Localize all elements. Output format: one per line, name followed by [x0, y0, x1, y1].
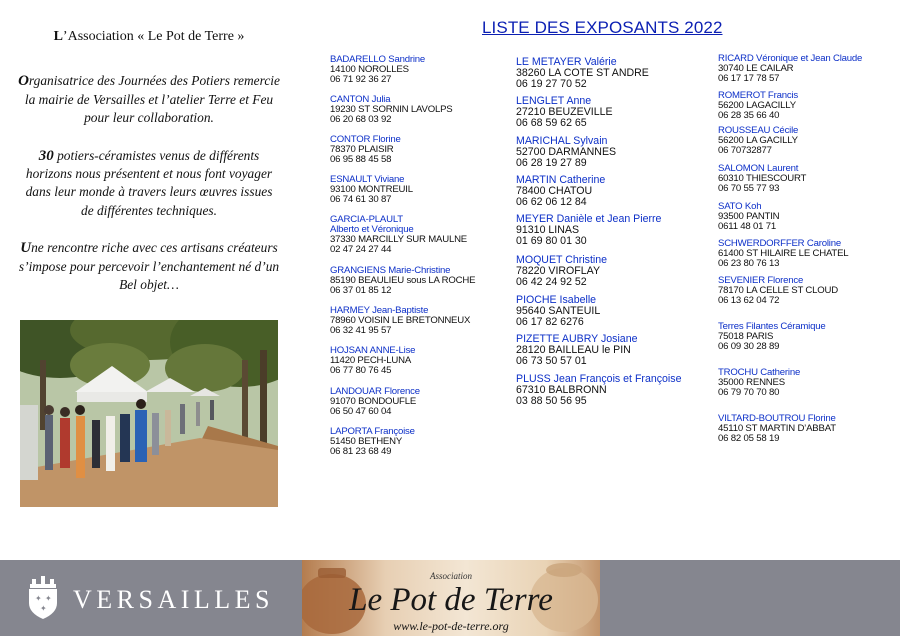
exhibitor-phone: 06 50 47 60 04 [330, 406, 392, 417]
exhibitor-phone: 06 37 01 85 12 [330, 285, 392, 296]
le-pot-de-terre-banner [302, 560, 600, 636]
exhibitor-phone: 06 77 80 76 45 [330, 365, 392, 376]
exhibitor-name: TROCHU Catherine [718, 367, 801, 378]
exhibitor-phone: 06 73 50 57 01 [516, 355, 587, 367]
exhibitor-entry [516, 214, 661, 247]
exhibitor-phone: 06 68 59 62 65 [516, 117, 587, 129]
exhibitor-entry [516, 175, 605, 208]
exhibitor-entry [330, 346, 415, 376]
exhibitor-name: GRANGIENS Marie-Christine [330, 265, 451, 276]
exhibitor-city: 51450 BETHENY [330, 436, 403, 447]
exhibitor-phone: 06 17 17 78 57 [718, 72, 780, 84]
exhibitor-city: 85190 BEAULIEU sous LA ROCHE [330, 275, 476, 286]
exhibitor-name: SEVENIER Florence [718, 275, 804, 286]
exhibitor-city: 14100 NOROLLES [330, 64, 409, 75]
intro-paragraph-2 [18, 147, 280, 221]
exhibitor-entry [516, 57, 649, 90]
exhibitor-name: LAPORTA Françoise [330, 426, 415, 437]
exhibitor-name: ROUSSEAU Cécile [718, 125, 799, 136]
exhibitor-name: LENGLET Anne [516, 95, 592, 107]
exhibitor-phone: 06 23 80 76 13 [718, 257, 780, 269]
exhibitor-name: PLUSS Jean François et Françoise [516, 373, 682, 385]
exhibitor-city: 11420 PECH-LUNA [330, 355, 412, 366]
exhibitor-city: 45110 ST MARTIN D’ABBAT [718, 422, 836, 434]
exhibitor-phone: 06 79 70 70 80 [718, 386, 780, 398]
exhibitor-name-2: Alberto et Véronique [330, 224, 414, 235]
exhibitor-city: 52700 DARMANNES [516, 146, 617, 158]
svg-text:✦: ✦ [45, 594, 52, 603]
p2-initial: 30 [38, 147, 54, 164]
footer-bar [0, 560, 900, 636]
exhibitor-phone: 06 62 06 12 84 [516, 196, 587, 208]
exhibitor-city: 78370 PLAISIR [330, 144, 394, 155]
exhibitor-city: 93500 PANTIN [718, 210, 780, 222]
exhibitor-phone: 06 70732877 [718, 144, 772, 156]
exhibitor-city: 28120 BAILLEAU le PIN [516, 344, 631, 356]
exhibitor-entry [718, 126, 798, 155]
exhibitor-name: RICARD Véronique et Jean Claude [718, 53, 863, 64]
exhibitor-entry [516, 374, 681, 407]
p3-initial: U [20, 240, 32, 257]
market-photo [20, 320, 278, 507]
intro-text [18, 28, 280, 313]
intro-title-rest: ’Association « Le Pot de Terre » [62, 29, 245, 44]
exhibitor-phone: 06 13 62 04 72 [718, 294, 780, 306]
exhibitor-entry [330, 175, 413, 205]
svg-text:✦: ✦ [40, 604, 47, 613]
exhibitor-name: LE METAYER Valérie [516, 56, 617, 68]
exhibitor-phone: 06 20 68 03 92 [330, 114, 392, 125]
exhibitor-entry [330, 427, 415, 457]
exhibitor-name: MARTIN Catherine [516, 174, 606, 186]
exhibitor-phone: 06 70 55 77 93 [718, 182, 780, 194]
exhibitor-entry [718, 239, 848, 268]
exhibitor-entry [516, 96, 613, 129]
exhibitor-name: BADARELLO Sandrine [330, 54, 426, 65]
exhibitor-city: 56200 LAGACILLY [718, 99, 796, 111]
exhibitor-entry [718, 322, 826, 351]
intro-title [18, 28, 280, 46]
exhibitor-phone: 06 32 41 95 57 [330, 325, 392, 336]
exhibitor-name: SCHWERDORFFER Caroline [718, 238, 841, 249]
exhibitor-city: 37330 MARCILLY SUR MAULNE [330, 234, 468, 245]
exhibitor-entry [718, 164, 806, 193]
exhibitor-city: 35000 RENNES [718, 376, 785, 388]
exhibitor-name: PIOCHE Isabelle [516, 294, 597, 306]
exhibitor-city: 78960 VOISIN LE BRETONNEUX [330, 315, 471, 326]
exhibitor-city: 56200 LA GACILLY [718, 134, 798, 146]
exhibitor-entry [330, 55, 425, 85]
exhibitor-name: MEYER Danièle et Jean Pierre [516, 213, 662, 225]
exhibitor-entry [330, 306, 470, 336]
exhibitor-city: 61400 ST HILAIRE LE CHATEL [718, 247, 849, 259]
exhibitor-entry [718, 414, 836, 443]
exhibitor-city: 95640 SANTEUIL [516, 305, 601, 317]
exhibitor-entry [516, 255, 607, 288]
exhibitor-name: HARMEY Jean-Baptiste [330, 305, 429, 316]
exhibitor-entry [330, 266, 475, 296]
exhibitor-name: MOQUET Christine [516, 254, 608, 266]
exhibitor-entry [516, 295, 600, 328]
exhibitor-phone: 06 09 30 28 89 [718, 340, 780, 352]
exhibitor-entry [718, 54, 862, 83]
exhibitor-name: PIZETTE AUBRY Josiane [516, 333, 638, 345]
exhibitor-phone: 06 81 23 68 49 [330, 446, 392, 457]
exhibitor-entry [718, 91, 798, 120]
exhibitor-city: 60310 THIESCOURT [718, 172, 807, 184]
exhibitor-name: SATO Koh [718, 201, 762, 212]
exhibitor-phone: 06 71 92 36 27 [330, 74, 392, 85]
exhibitor-phone: 03 88 50 56 95 [516, 395, 587, 407]
exhibitor-name: Terres Filantes Céramique [718, 321, 826, 332]
exhibitor-entry [718, 202, 779, 231]
svg-text:✦: ✦ [35, 594, 42, 603]
intro-title-initial: L [53, 29, 63, 44]
exhibitor-phone: 06 28 35 66 40 [718, 109, 780, 121]
exhibitor-name: CONTOR Florine [330, 134, 401, 145]
association-name: Le Pot de Terre [349, 582, 553, 618]
exhibitor-name: GARCIA-PLAULT [330, 214, 403, 225]
exhibitor-phone: 06 19 27 70 52 [516, 78, 587, 90]
p1-text: rganisatrice des Journées des Potiers remercie la mairie de Versailles et l’atelier Terre et Feu pour leur collaboration. [24, 73, 280, 126]
versailles-crest-icon [26, 576, 60, 625]
exhibitor-name: SALOMON Laurent [718, 163, 799, 174]
exhibitor-city: 27210 BEUZEVILLE [516, 106, 613, 118]
exhibitor-name: LANDOUAR Florence [330, 386, 420, 397]
exhibitor-name: VILTARD-BOUTROU Florine [718, 413, 836, 424]
exhibitor-name: MARICHAL Sylvain [516, 135, 608, 147]
exhibitor-city: 91310 LINAS [516, 224, 580, 236]
exhibitor-phone: 06 42 24 92 52 [516, 276, 587, 288]
exhibitor-entry [516, 136, 616, 169]
exhibitor-city: 93100 MONTREUIL [330, 184, 413, 195]
exhibitor-phone: 06 82 05 58 19 [718, 432, 780, 444]
exhibitor-name: HOJSAN ANNE-Lise [330, 345, 416, 356]
exhibitor-phone: 06 74 61 30 87 [330, 194, 392, 205]
exhibitor-city: 38260 LA COTE ST ANDRE [516, 67, 649, 79]
exhibitor-city: 78220 VIROFLAY [516, 265, 601, 277]
exhibitor-phone: 06 95 88 45 58 [330, 154, 392, 165]
exhibitor-phone: 02 47 24 27 44 [330, 244, 392, 255]
exhibitor-city: 67310 BALBRONN [516, 384, 607, 396]
exhibitor-phone: 06 17 82 6276 [516, 316, 584, 328]
exhibitor-entry [330, 215, 467, 255]
p1-initial: O [18, 73, 29, 90]
exhibitor-city: 78170 LA CELLE ST CLOUD [718, 284, 839, 296]
exhibitor-name: CANTON Julia [330, 94, 391, 105]
versailles-wordmark: VERSAILLES [73, 585, 274, 614]
exhibitor-entry [718, 276, 838, 305]
exhibitor-phone: 06 28 19 27 89 [516, 157, 587, 169]
p3-text: ne rencontre riche avec ces artisans créateurs s’impose pour percevoir l’enchantement né d’un Bel objet… [18, 240, 280, 293]
exhibitor-name: ROMEROT Francis [718, 90, 798, 101]
exhibitor-city: 75018 PARIS [718, 330, 774, 342]
exhibitors-list-title: LISTE DES EXPOSANTS 2022 [482, 18, 723, 37]
association-label: Association [430, 571, 472, 581]
p2-text: potiers-céramistes venus de différents horizons nous présentent et nous font voyager dans leur monde à travers leurs œuvres issues de différentes techniques. [25, 147, 273, 218]
exhibitor-entry [330, 135, 401, 165]
exhibitor-city: 78400 CHATOU [516, 185, 593, 197]
association-website[interactable]: www.le-pot-de-terre.org [393, 619, 509, 633]
exhibitor-entry [330, 95, 453, 125]
exhibitor-city: 30740 LE CAILAR [718, 62, 794, 74]
intro-paragraph-1 [18, 72, 280, 127]
exhibitor-entry [516, 334, 638, 367]
exhibitor-phone: 0611 48 01 71 [718, 220, 777, 232]
intro-paragraph-3 [18, 239, 280, 294]
exhibitor-entry [330, 387, 420, 417]
exhibitor-name: ESNAULT Viviane [330, 174, 405, 185]
exhibitor-phone: 01 69 80 01 30 [516, 235, 587, 247]
exhibitor-entry [718, 368, 800, 397]
exhibitor-city: 19230 ST SORNIN LAVOLPS [330, 104, 453, 115]
exhibitor-city: 91070 BONDOUFLE [330, 396, 417, 407]
